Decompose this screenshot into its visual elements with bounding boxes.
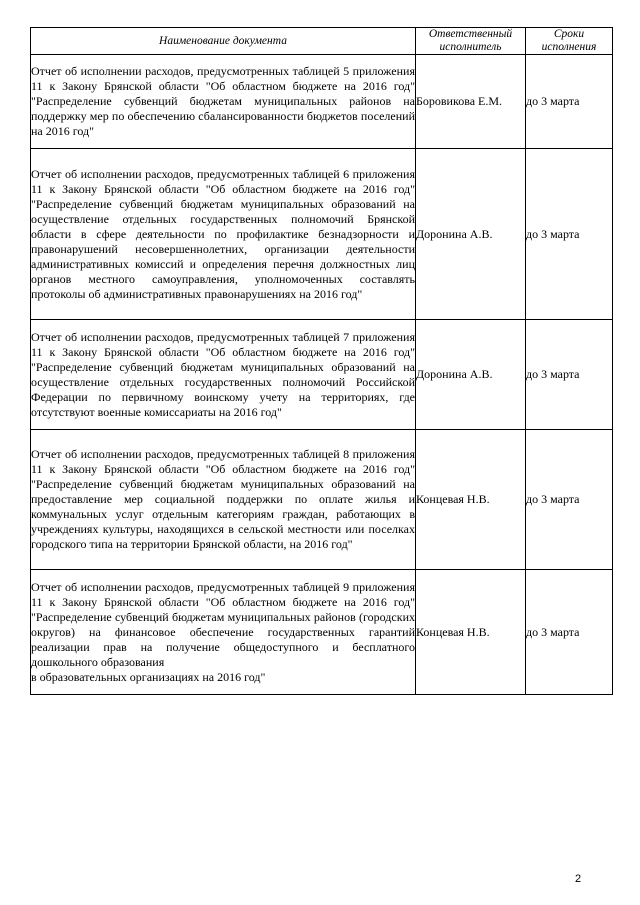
row-description-main: Отчет об исполнении расходов, предусмотренных таблицей 9 приложения 11 к Закону Брянской области "Об областном бюджете на 2016 год" "Распределение субвенций бюджетам муниципальных районов (городских округов) на финансовое обеспечение государственных гарантий реализации прав на получение общедоступного и бесплатного дошкольного образования <box>31 579 415 669</box>
header-deadline: Сроки исполнения <box>526 28 613 55</box>
table-row <box>31 320 613 430</box>
row-description: Отчет об исполнении расходов, предусмотренных таблицей 5 приложения 11 к Закону Брянской области "Об областном бюджете на 2016 год" "Распределение субвенций бюджетам муниципальных районов на поддержку мер по обеспечению сбалансированности бюджетов поселений на 2016 год" <box>31 55 416 149</box>
row-deadline: до 3 марта <box>526 149 613 320</box>
row-responsible: Боровикова Е.М. <box>416 55 526 149</box>
page-number: 2 <box>575 873 582 885</box>
row-responsible: Доронина А.В. <box>416 320 526 430</box>
row-description: Отчет об исполнении расходов, предусмотренных таблицей 8 приложения 11 к Закону Брянской области "Об областном бюджете на 2016 год" "Распределение субвенций бюджетам муниципальных образований на предоставление мер социальной поддержки по оплате жилья и коммунальных услуг отдельным категориям граждан, работающих в учреждениях культуры, находящихся в сельской местности или поселках городского типа на территории Брянской области, на 2016 год" <box>31 430 416 570</box>
row-deadline: до 3 марта <box>526 430 613 570</box>
row-deadline: до 3 марта <box>526 320 613 430</box>
row-responsible: Доронина А.В. <box>416 149 526 320</box>
table-row <box>31 149 613 320</box>
table-header-row <box>31 28 613 55</box>
row-responsible: Концевая Н.В. <box>416 430 526 570</box>
table-row <box>31 430 613 570</box>
table-row <box>31 570 613 695</box>
table-row <box>31 55 613 149</box>
row-description <box>31 570 416 695</box>
row-description: Отчет об исполнении расходов, предусмотренных таблицей 6 приложения 11 к Закону Брянской области "Об областном бюджете на 2016 год" "Распределение субвенций бюджетам муниципальных образований на осуществление отдельных государственных полномочий Брянской области в сфере деятельности по профилактике безнадзорности и правонарушений несовершеннолетних, организации деятельности административных комиссий и определения перечня должностных лиц органов местного самоуправления, уполномоченных составлять протоколы об административных правонарушениях на 2016 год" <box>31 149 416 320</box>
row-deadline: до 3 марта <box>526 570 613 695</box>
row-responsible: Концевая Н.В. <box>416 570 526 695</box>
header-doc-name: Наименование документа <box>31 28 416 55</box>
report-schedule-table <box>30 27 613 695</box>
row-description-tail: в образовательных организациях на 2016 год" <box>31 669 266 684</box>
header-responsible: Ответственный исполнитель <box>416 28 526 55</box>
row-deadline: до 3 марта <box>526 55 613 149</box>
row-description: Отчет об исполнении расходов, предусмотренных таблицей 7 приложения 11 к Закону Брянской области "Об областном бюджете на 2016 год" "Распределение субвенций бюджетам муниципальных образований на осуществление отдельных государственных полномочий Российской Федерации по первичному воинскому учету на территориях, где отсутствуют военные комиссариаты на 2016 год" <box>31 320 416 430</box>
